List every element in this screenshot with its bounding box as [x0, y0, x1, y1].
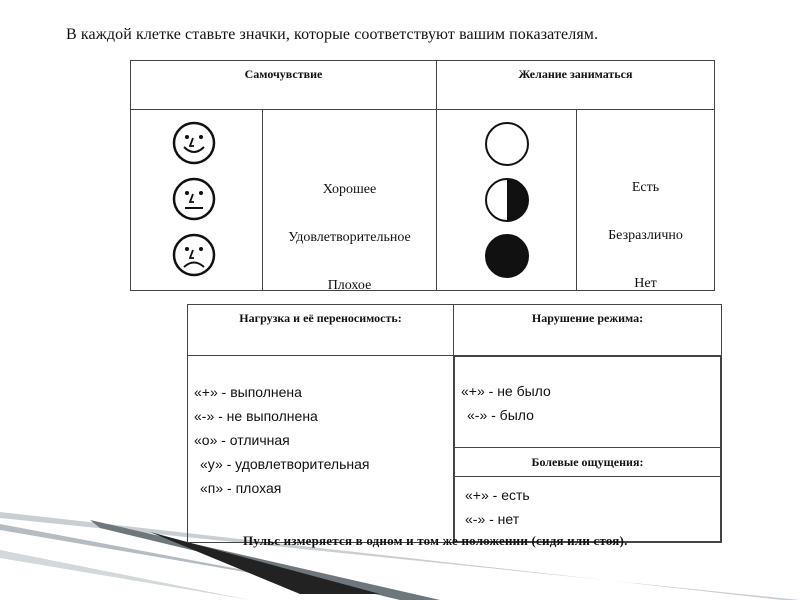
smiley-happy-icon — [171, 120, 217, 166]
pulse-note: Пульс измеряется в одном и том же положении (сидя или стоя). — [243, 533, 628, 548]
header-wellbeing: Самочувствие — [131, 61, 437, 110]
load-list — [188, 356, 454, 543]
desire-label-no: Нет — [634, 276, 657, 291]
load-regime-table — [187, 304, 722, 543]
wellbeing-label-bad: Плохое — [327, 278, 372, 293]
regime-item: «-» - было — [467, 407, 534, 423]
circle-empty-icon — [483, 120, 531, 168]
regime-item: «+» - не было — [461, 383, 551, 399]
pain-item: «+» - есть — [465, 487, 530, 503]
smiley-neutral-icon — [171, 176, 217, 222]
regime-list — [455, 357, 721, 448]
instruction-text: В каждой клетке ставьте значки, которые соответствуют вашим показателям. — [66, 26, 599, 43]
header-load: Нагрузка и её переносимость: — [188, 305, 454, 356]
wellbeing-label-good: Хорошее — [322, 182, 377, 197]
circle-full-icon — [483, 232, 531, 280]
header-pain: Болевые ощущения: — [455, 448, 721, 477]
smiley-sad-icon — [171, 232, 217, 278]
circle-half-icon — [483, 176, 531, 224]
desire-label-indifferent: Безразлично — [608, 228, 683, 243]
wellbeing-desire-table — [130, 60, 715, 291]
pain-item: «-» - нет — [465, 511, 520, 527]
load-item: «у» - удовлетворительная — [200, 456, 370, 472]
header-desire: Желание заниматься — [437, 61, 715, 110]
desire-label-yes: Есть — [631, 180, 660, 195]
pain-list — [455, 477, 721, 542]
load-item: «+» - выполнена — [194, 384, 302, 400]
load-item: «-» - не выполнена — [194, 408, 318, 424]
header-regime: Нарушение режима: — [454, 305, 722, 356]
load-item: «п» - плохая — [200, 480, 282, 496]
wellbeing-label-satisfactory: Удовлетворительное — [288, 230, 411, 245]
load-item: «о» - отличная — [194, 432, 290, 448]
